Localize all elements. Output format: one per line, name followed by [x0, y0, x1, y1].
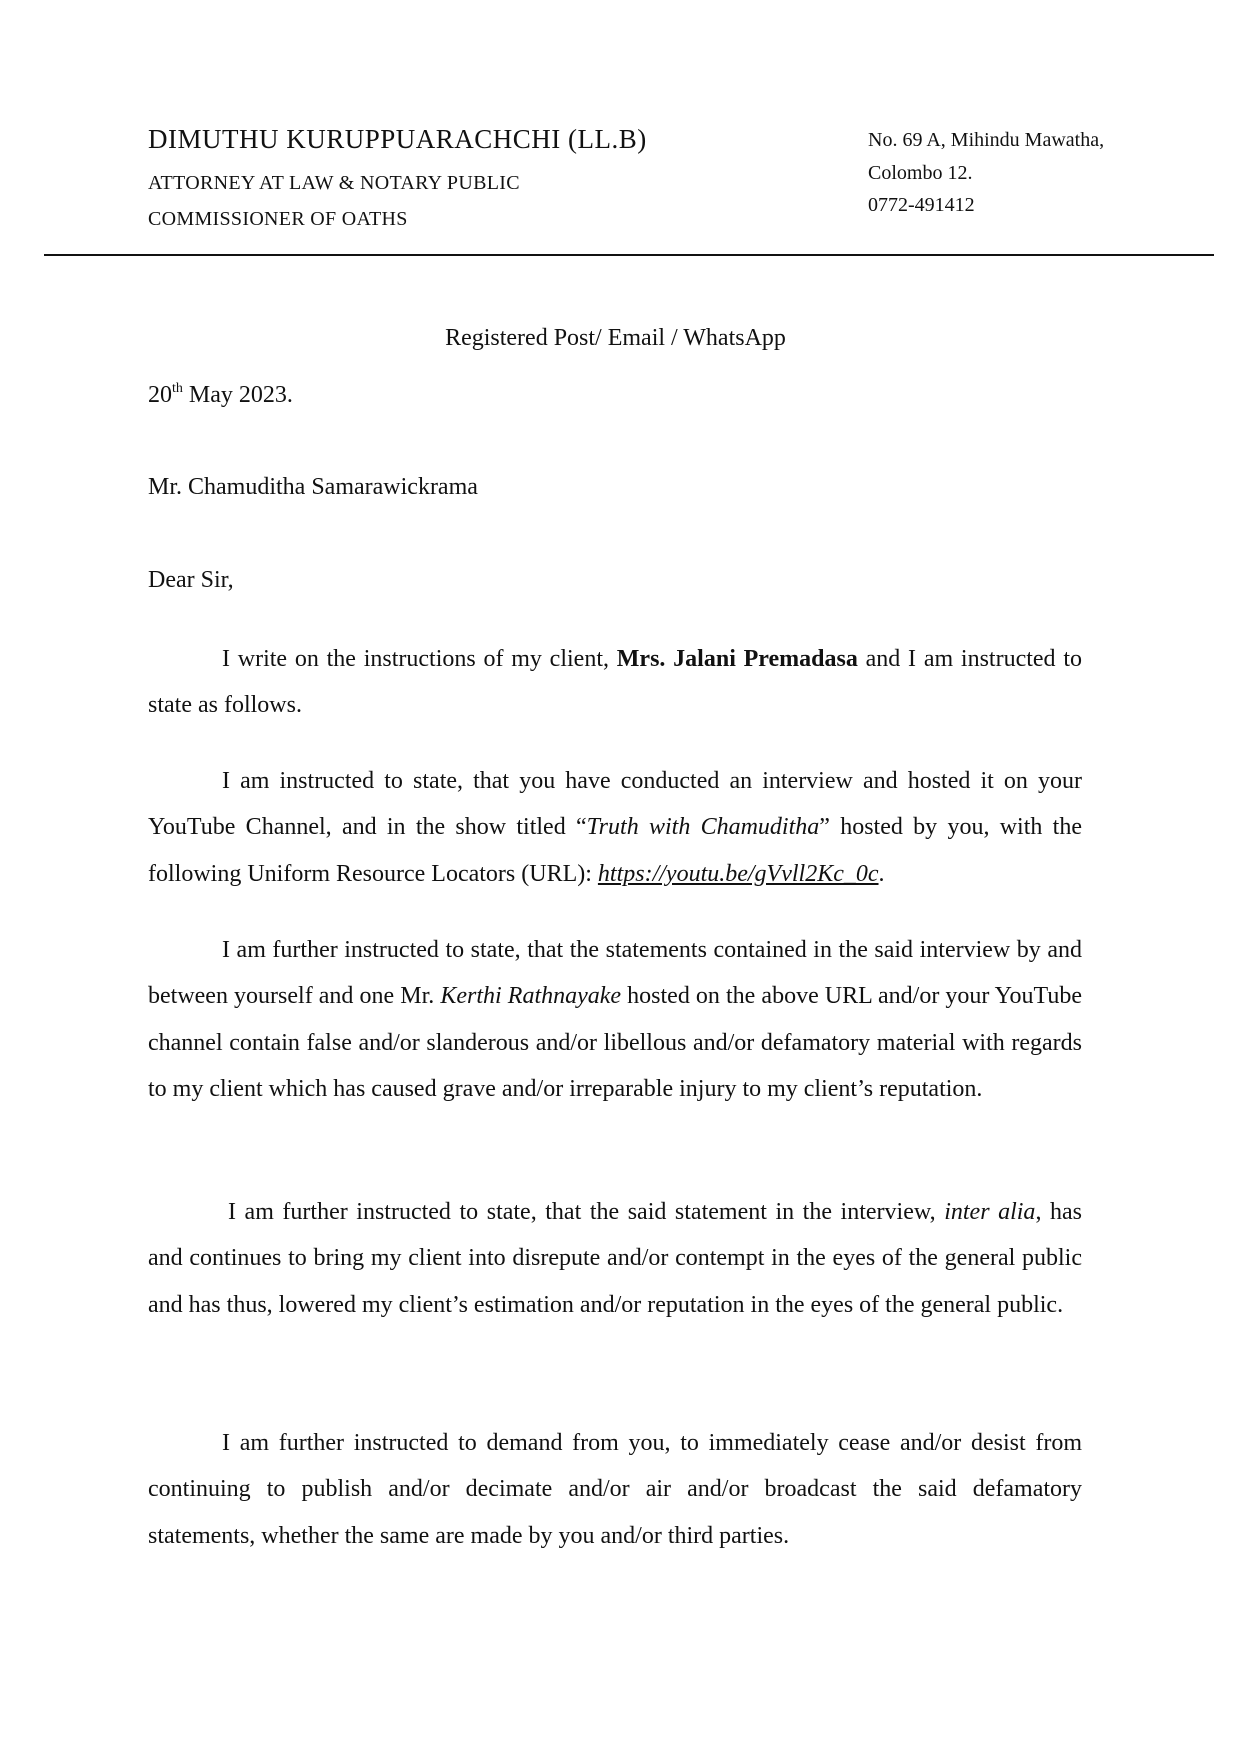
attorney-name: DIMUTHU KURUPPUARACHCHI (LL.B): [148, 124, 647, 154]
paragraph-5: [148, 1420, 1082, 1559]
p4-text-before: I am further instructed to state, that the said statement in the interview,: [228, 1199, 945, 1225]
p1-text-before: I write on the instructions of my client,: [222, 646, 617, 672]
phone-number: 0772-491412: [868, 194, 975, 216]
p1-text-after: and I am instructed to state as follows.: [148, 646, 1082, 719]
show-title: Truth with Chamuditha: [586, 814, 820, 841]
salutation: Dear Sir,: [148, 567, 234, 593]
p3-text-before: I am further instructed to state, that the statements contained in the said interview by and between yourself and one Mr.: [148, 937, 1082, 1010]
paragraph-4: [148, 1189, 1082, 1328]
paragraph-2: [148, 758, 1082, 897]
date-day: 20: [148, 382, 172, 408]
attorney-commission: COMMISSIONER OF OATHS: [148, 208, 408, 230]
p3-text-after: hosted on the above URL and/or your YouTube channel contain false and/or slanderous and/or libellous and/or defamatory material with regards to my client which has caused grave and/or irreparable injury to my client’s reputation.: [148, 983, 1082, 1102]
p2-text-after: .: [878, 860, 885, 887]
p2-text-before: I am instructed to state, that you have conducted an interview and hosted it on your YouTube Channel, and in the show titled “: [148, 768, 1082, 841]
client-name: Mrs. Jalani Premadasa: [616, 646, 858, 672]
attorney-title: ATTORNEY AT LAW & NOTARY PUBLIC: [148, 172, 520, 194]
p4-text-after: , has and continues to bring my client into disrepute and/or contempt in the eyes of the general public and has thus, lowered my client’s estimation and/or reputation in the eyes of the general public.: [148, 1199, 1082, 1318]
address-line-1: No. 69 A, Mihindu Mawatha,: [868, 129, 1105, 151]
letter-date: [148, 381, 293, 409]
delivery-method: Registered Post/ Email / WhatsApp: [445, 325, 786, 351]
date-ordinal-suffix: th: [172, 381, 183, 396]
paragraph-1: [148, 636, 1082, 729]
p2-text-middle: ” hosted by you, with the following Uniform Resource Locators (URL):: [148, 814, 1082, 887]
paragraph-3: [148, 927, 1082, 1112]
address-line-2: Colombo 12.: [868, 162, 973, 184]
p5-text: I am further instructed to demand from you, to immediately cease and/or desist from continuing to publish and/or decimate and/or air and/or broadcast the said defamatory statements, whether the same are made by you and/or third parties.: [148, 1430, 1082, 1549]
date-month-year: May 2023.: [182, 382, 293, 408]
interviewee-name: Kerthi Rathnayake: [440, 983, 622, 1010]
latin-phrase: inter alia: [944, 1199, 1036, 1225]
recipient-name: Mr. Chamuditha Samarawickrama: [148, 474, 478, 500]
letterhead-divider: [44, 254, 1214, 256]
youtube-url-link[interactable]: https://youtu.be/gVvll2Kc_0c: [597, 860, 879, 887]
